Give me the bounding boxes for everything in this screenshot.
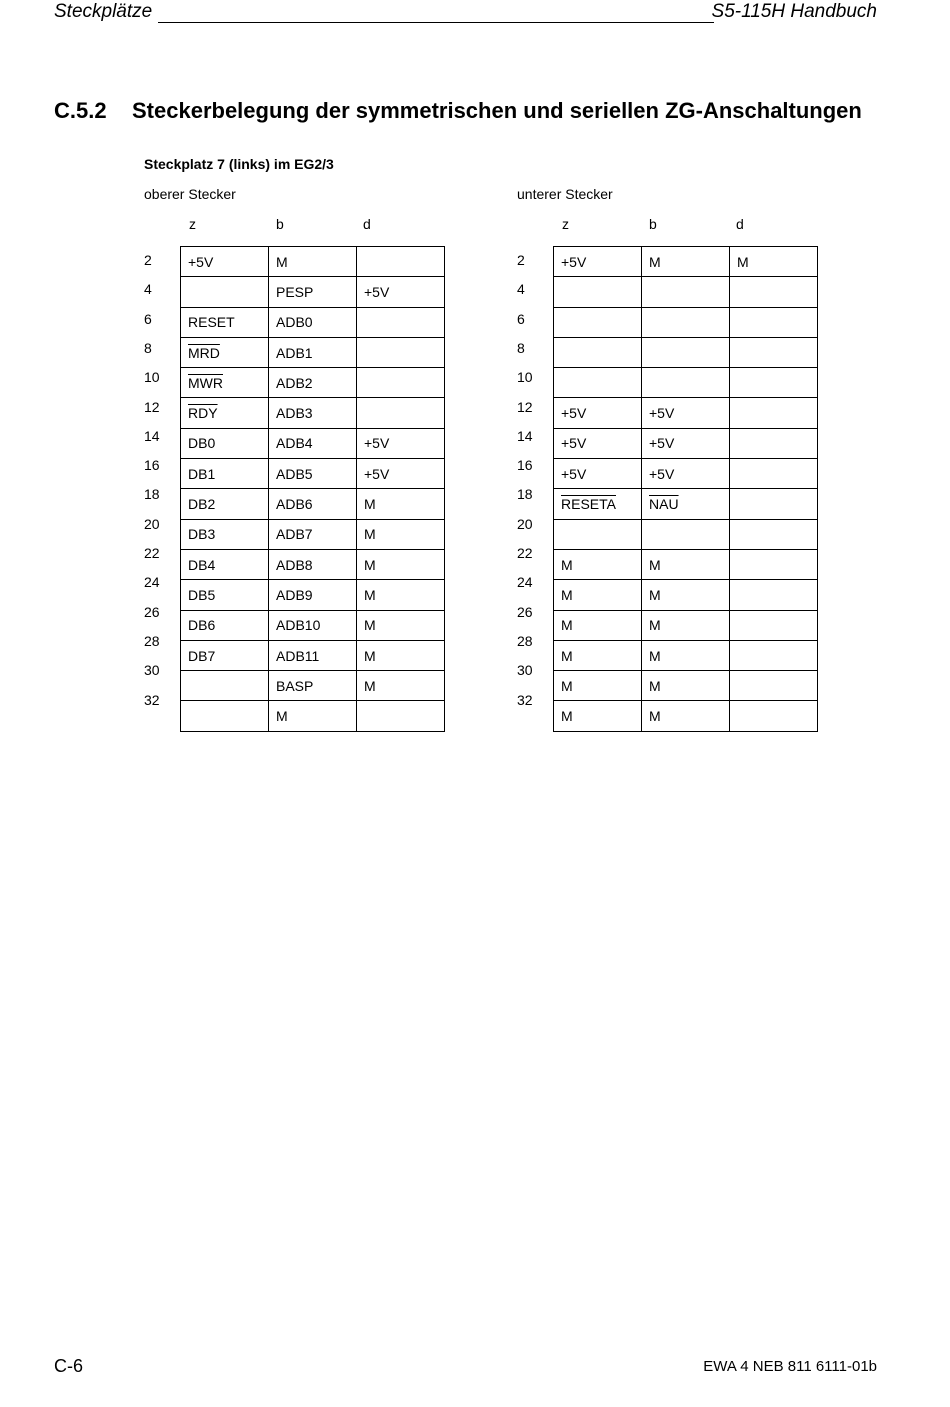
signal-name: ADB7 [276,526,313,543]
signal-cell [642,368,730,398]
pin-number: 4 [517,281,525,298]
table-row [181,701,445,731]
signal-cell [269,398,357,428]
pin-number: 22 [517,545,533,561]
signal-cell [181,489,269,519]
signal-name: M [649,253,661,270]
signal-cell [269,519,357,549]
table-row [181,610,445,640]
signal-name: +5V [561,405,587,422]
pin-number: 10 [517,369,533,386]
signal-name: DB1 [188,465,216,482]
signal-name: $\overline{NAU}$ [649,496,679,513]
signal-cell [357,640,445,670]
signal-cell [642,610,730,640]
pin-number: 18 [144,486,160,503]
signal-cell [269,671,357,701]
signal-cell [730,459,818,489]
column-header-b: b [649,216,657,232]
pin-number: 32 [517,691,533,708]
signal-cell [269,640,357,670]
signal-cell [554,489,642,519]
signal-cell [357,580,445,610]
signal-name: M [649,677,661,694]
signal-cell [554,701,642,731]
signal-cell [642,580,730,610]
signal-cell [181,368,269,398]
signal-cell [554,610,642,640]
signal-cell [730,368,818,398]
signal-cell [181,580,269,610]
signal-cell [642,671,730,701]
pin-number: 12 [144,398,160,415]
column-header-z: z [562,216,569,232]
signal-name: +5V [561,465,587,482]
signal-cell [554,398,642,428]
table-row [181,549,445,579]
signal-cell [357,549,445,579]
table-row [554,459,818,489]
signal-cell [269,610,357,640]
signal-name: ADB8 [276,556,313,573]
signal-cell [269,307,357,337]
signal-cell [181,640,269,670]
signal-cell [554,459,642,489]
signal-cell [554,671,642,701]
signal-cell [357,368,445,398]
signal-cell [357,247,445,277]
page-number: C-6 [54,1356,84,1376]
signal-name: M [276,708,288,725]
signal-cell [730,610,818,640]
signal-name: +5V [561,435,587,452]
pin-number: 16 [517,457,533,474]
signal-cell [554,640,642,670]
pin-number: 2 [517,252,525,268]
signal-cell [269,277,357,307]
header-chapter: Steckplätze [54,1,153,22]
pin-number: 18 [517,486,533,503]
table-row [554,247,818,277]
signal-cell [642,640,730,670]
pin-number: 26 [517,603,533,620]
signal-cell [269,580,357,610]
pin-assignment-table [553,246,818,732]
column-header-d: d [363,216,371,232]
signal-cell [357,398,445,428]
signal-name: +5V [188,253,214,270]
table-row [554,640,818,670]
signal-name: RESETA [561,496,616,513]
signal-cell [181,337,269,367]
table-row [181,428,445,458]
signal-cell [181,307,269,337]
signal-name: ADB2 [276,374,313,391]
signal-cell [181,549,269,579]
pin-number: 10 [144,369,160,386]
signal-cell [269,368,357,398]
signal-cell [642,428,730,458]
pin-number: 24 [144,574,160,591]
pin-number: 28 [144,632,160,649]
signal-cell [642,489,730,519]
signal-name: M [276,253,288,270]
signal-cell [730,580,818,610]
connector-label: unterer Stecker [517,186,613,202]
signal-cell [730,640,818,670]
signal-cell [642,307,730,337]
signal-cell [642,337,730,367]
signal-name: M [649,556,661,573]
pin-number: 12 [517,398,533,415]
signal-cell [357,428,445,458]
signal-cell [554,519,642,549]
signal-cell [357,489,445,519]
column-header-d: d [736,216,744,232]
signal-cell [269,459,357,489]
document-code: EWA 4 NEB 811 6111-01b [703,1358,877,1375]
signal-cell [554,549,642,579]
signal-name: $\overline{MWR}$ [188,374,223,391]
signal-cell [357,701,445,731]
signal-cell [269,428,357,458]
signal-name: M [561,647,573,664]
section-title: Steckerbelegung der symmetrischen und seriellen ZG-Anschaltungen [132,98,862,123]
pin-number: 32 [144,691,160,708]
pin-number: 8 [517,339,525,356]
signal-name: DB4 [188,556,216,573]
signal-cell [730,307,818,337]
signal-name: ADB5 [276,465,313,482]
pin-number: 6 [144,310,152,327]
signal-name: DB7 [188,647,216,664]
signal-name: M [364,647,376,664]
signal-name: M [364,677,376,694]
signal-cell [181,398,269,428]
pin-number: 14 [517,427,533,444]
pin-number: 20 [517,515,533,532]
table-row [554,610,818,640]
pin-number: 14 [144,427,160,444]
signal-cell [181,701,269,731]
signal-name: ADB9 [276,586,313,603]
signal-name: M [649,586,661,603]
signal-name: +5V [364,465,390,482]
signal-cell [554,307,642,337]
section-number: C.5.2 [54,98,107,123]
table-row [554,398,818,428]
signal-name: M [561,677,573,694]
signal-name: +5V [649,405,675,422]
signal-cell [181,671,269,701]
pin-number: 30 [144,662,160,679]
signal-name: M [561,708,573,725]
pin-number: 30 [517,662,533,679]
signal-name: BASP [276,677,314,694]
table-row [181,671,445,701]
signal-cell [357,671,445,701]
signal-name: ADB0 [276,314,313,331]
signal-cell [554,368,642,398]
table-row [181,489,445,519]
signal-cell [357,610,445,640]
signal-cell [269,489,357,519]
column-header-z: z [189,216,196,232]
signal-name: M [364,556,376,573]
signal-cell [357,337,445,367]
signal-cell [730,247,818,277]
pin-number: 26 [144,603,160,620]
signal-cell [181,610,269,640]
column-header-b: b [276,216,284,232]
signal-name: M [364,496,376,513]
signal-name: M [364,617,376,634]
signal-name: +5V [364,435,390,452]
table-row [554,277,818,307]
signal-name: RESET [188,314,235,331]
signal-name: DB0 [188,435,216,452]
signal-name: M [364,526,376,543]
pin-number: 22 [144,545,160,561]
signal-cell [730,701,818,731]
signal-name: $\overline{MRD}$ [188,344,220,361]
pin-number: 28 [517,632,533,649]
table-row [554,549,818,579]
signal-name: PESP [276,283,314,300]
signal-cell [357,459,445,489]
slot-subheading: Steckplatz 7 (links) im EG2/3 [144,156,334,172]
pin-number: 24 [517,574,533,591]
signal-name: M [561,586,573,603]
signal-cell [642,701,730,731]
signal-cell [269,247,357,277]
signal-cell [730,398,818,428]
signal-cell [181,519,269,549]
signal-cell [181,247,269,277]
signal-name: DB5 [188,586,216,603]
pin-number: 4 [144,281,152,298]
connector-label: oberer Stecker [144,186,236,202]
signal-name: +5V [561,253,587,270]
signal-cell [730,428,818,458]
signal-cell [642,459,730,489]
pin-number: 16 [144,457,160,474]
header-manual-title: S5-115H Handbuch [711,1,877,22]
table-row [554,307,818,337]
signal-name: M [561,617,573,634]
table-row [554,519,818,549]
signal-name: M [737,253,749,270]
table-row [181,398,445,428]
table-row [181,277,445,307]
signal-cell [730,549,818,579]
signal-name: DB3 [188,526,216,543]
signal-name: $\overline{RDY}$ [188,405,218,422]
signal-cell [642,398,730,428]
pin-number: 20 [144,515,160,532]
header-rule [158,22,714,23]
table-row [554,671,818,701]
signal-cell [730,337,818,367]
signal-cell [730,671,818,701]
table-row [181,459,445,489]
signal-cell [554,337,642,367]
pin-number: 6 [517,310,525,327]
signal-cell [554,277,642,307]
table-row [554,489,818,519]
table-row [181,519,445,549]
signal-name: ADB4 [276,435,313,452]
signal-name: +5V [649,435,675,452]
table-row [181,337,445,367]
signal-name: M [364,586,376,603]
signal-name: ADB10 [276,617,321,634]
pin-number: 8 [144,339,152,356]
signal-name: ADB3 [276,405,313,422]
table-row [554,337,818,367]
table-row [181,368,445,398]
signal-cell [181,459,269,489]
signal-name: +5V [649,465,675,482]
signal-cell [357,307,445,337]
signal-cell [181,277,269,307]
signal-cell [642,277,730,307]
signal-name: DB2 [188,496,216,513]
signal-cell [269,701,357,731]
signal-cell [642,519,730,549]
lower-connector-block [517,186,817,726]
signal-cell [554,428,642,458]
signal-cell [730,519,818,549]
signal-name: ADB1 [276,344,313,361]
table-row [554,428,818,458]
table-row [181,247,445,277]
signal-name: ADB11 [276,647,320,664]
signal-cell [554,247,642,277]
signal-name: M [649,708,661,725]
table-row [181,580,445,610]
signal-cell [357,519,445,549]
table-row [181,307,445,337]
signal-cell [642,549,730,579]
table-row [554,701,818,731]
signal-cell [554,580,642,610]
signal-name: M [649,647,661,664]
signal-cell [181,428,269,458]
signal-name: ADB6 [276,496,313,513]
signal-name: DB6 [188,617,216,634]
table-row [554,368,818,398]
signal-name: +5V [364,283,390,300]
signal-cell [269,337,357,367]
table-row [554,580,818,610]
signal-name: M [561,556,573,573]
signal-cell [642,247,730,277]
signal-name: M [649,617,661,634]
upper-connector-block [144,186,444,726]
pin-assignment-table [180,246,445,732]
table-row [181,640,445,670]
signal-cell [730,489,818,519]
signal-cell [269,549,357,579]
pin-number: 2 [144,252,152,268]
signal-cell [357,277,445,307]
signal-cell [730,277,818,307]
